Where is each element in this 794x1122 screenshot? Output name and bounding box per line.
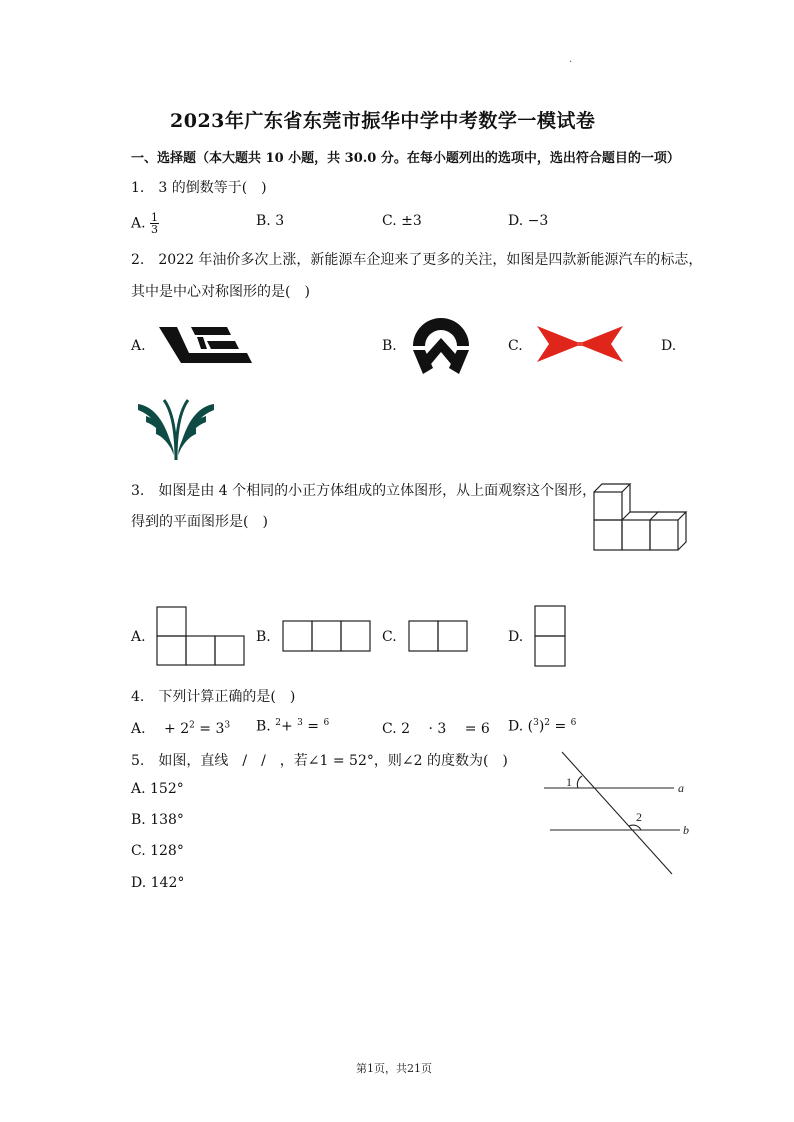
q4-d-exp3: 6 bbox=[570, 718, 577, 728]
q1-fraction bbox=[150, 212, 159, 235]
logo-b-image bbox=[405, 312, 477, 380]
question-5-stem: 5. 如图，直线 / / ，若∠1 = 52°，则∠2 的度数为( ) bbox=[131, 753, 508, 769]
q3-option-a-figure bbox=[156, 606, 246, 668]
angle-1-label: 1 bbox=[566, 775, 572, 789]
q4-a-text: A. + 2 bbox=[131, 721, 190, 737]
q5-option-b: B. 138° bbox=[131, 812, 184, 828]
q3-option-c-label: C. bbox=[382, 629, 397, 645]
question-4-stem: 4. 下列计算正确的是( ) bbox=[131, 689, 296, 705]
q3-3d-figure bbox=[590, 478, 694, 554]
q4-b-exp2: 3 bbox=[297, 718, 303, 728]
q4-a-exp2: 3 bbox=[224, 720, 231, 731]
q5-option-d: D. 142° bbox=[131, 875, 185, 891]
q3-option-d-figure bbox=[534, 605, 567, 668]
q4-b-eq: = bbox=[302, 718, 324, 735]
corner-mark: . bbox=[569, 54, 573, 65]
q3-option-b-figure bbox=[282, 620, 372, 653]
question-3-line2: 得到的平面图形是( ) bbox=[131, 514, 268, 530]
logo-c-image bbox=[535, 324, 625, 364]
q4-b-exp1: 2 bbox=[275, 718, 281, 728]
q1-option-a bbox=[131, 212, 159, 235]
transversal bbox=[562, 752, 672, 874]
page-footer: 第1页，共21页 bbox=[356, 1062, 432, 1075]
q4-b-text: B. bbox=[256, 718, 276, 735]
q4-a-mid: = 3 bbox=[194, 721, 225, 737]
q4-b-mid: + bbox=[280, 718, 298, 735]
section-heading: 一、选择题（本大题共 10 小题，共 30.0 分。在每小题列出的选项中，选出符合题目的一项） bbox=[131, 151, 680, 166]
q1-option-b: B. 3 bbox=[256, 213, 285, 229]
q4-option-b bbox=[256, 718, 329, 735]
line-b-label: b bbox=[683, 823, 689, 837]
q3-option-a-label: A. bbox=[131, 629, 146, 645]
q4-a-exp1: 2 bbox=[189, 720, 195, 731]
q4-option-d bbox=[508, 718, 576, 735]
q4-b-exp3: 6 bbox=[323, 718, 330, 728]
q4-d-exp1: 3 bbox=[533, 718, 539, 728]
logo-d-image bbox=[134, 396, 218, 464]
q5-option-a: A. 152° bbox=[131, 781, 184, 797]
q5-option-c: C. 128° bbox=[131, 843, 184, 859]
q2-option-a-label: A. bbox=[131, 338, 146, 354]
q4-option-a bbox=[131, 718, 230, 738]
q1-option-d: D. −3 bbox=[508, 213, 549, 229]
q1-option-a-label: A. bbox=[131, 215, 146, 232]
logo-a-image bbox=[157, 325, 253, 365]
q4-d-mid: ) bbox=[538, 718, 545, 735]
question-1-stem: 1. 3 的倒数等于( ) bbox=[131, 180, 267, 196]
q4-d-text: D. ( bbox=[508, 718, 534, 735]
q4-d-eq: = bbox=[550, 718, 571, 735]
q4-d-exp2: 2 bbox=[544, 718, 551, 728]
q3-option-d-label: D. bbox=[508, 629, 524, 645]
q1-fraction-denominator: 3 bbox=[151, 223, 159, 236]
page-title: 2023年广东省东莞市振华中学中考数学一模试卷 bbox=[170, 110, 596, 132]
line-a-label: a bbox=[678, 781, 684, 795]
q2-option-d-label: D. bbox=[661, 338, 677, 354]
angle-2-label: 2 bbox=[636, 810, 642, 824]
q3-option-b-label: B. bbox=[256, 629, 271, 645]
q2-option-c-label: C. bbox=[508, 338, 523, 354]
q5-parallel-lines-diagram bbox=[540, 748, 700, 880]
q2-option-b-label: B. bbox=[382, 338, 397, 354]
q1-option-c: C. ±3 bbox=[382, 213, 422, 229]
q3-option-c-figure bbox=[408, 620, 470, 653]
question-3-line1: 3. 如图是由 4 个相同的小正方体组成的立体图形，从上面观察这个图形， bbox=[131, 483, 597, 499]
question-2-line2: 其中是中心对称图形的是( ) bbox=[131, 284, 310, 300]
q1-fraction-numerator: 1 bbox=[151, 211, 159, 224]
question-2-line1: 2. 2022 年油价多次上涨，新能源车企迎来了更多的关注，如图是四款新能源汽车的标志， bbox=[131, 252, 703, 268]
q4-option-c: C. 2 · 3 = 6 bbox=[382, 721, 490, 737]
